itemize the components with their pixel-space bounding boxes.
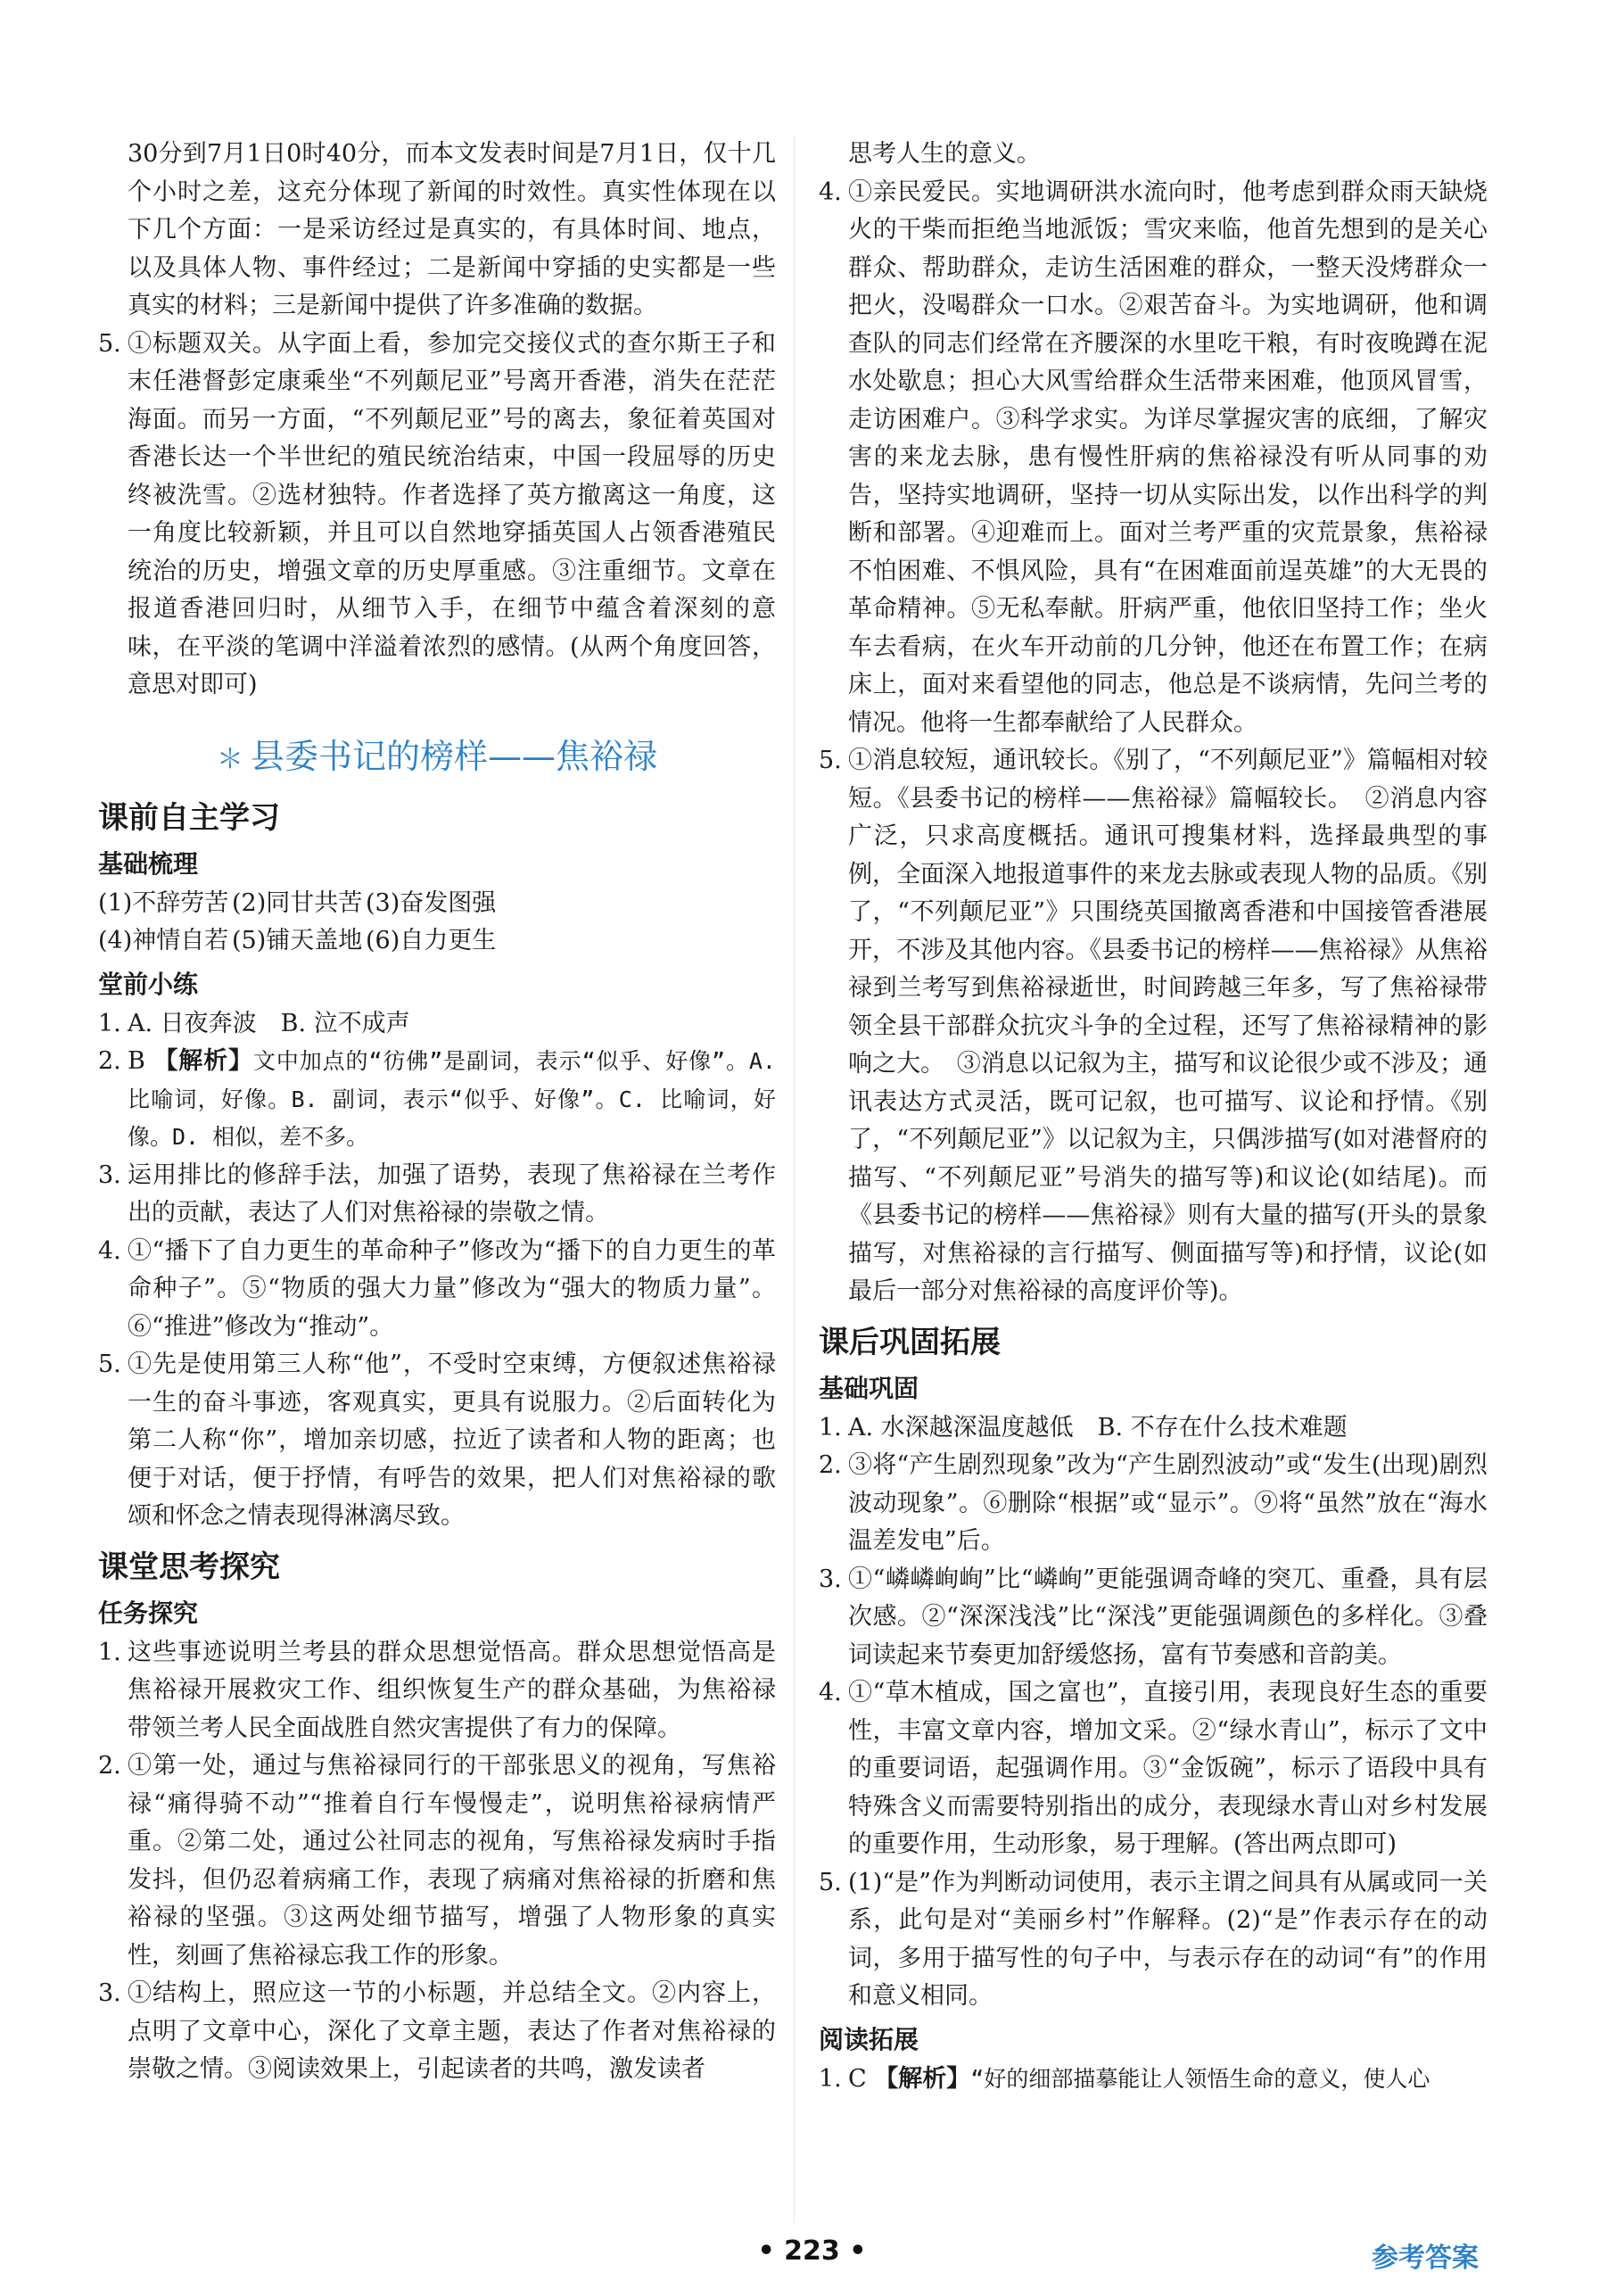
item-text: ①亲民爱民。实地调研洪水流向时，他考虑到群众雨天缺烧火的干柴而拒绝当地派饭；雪灾来临，他首先想到的是关心群众、帮助群众，走访生活困难的群众，一整天没烤群众一把火，没喝群众一口水。②艰苦奋斗。为实地调研，他和调查队的同志们经常在齐腰深的水里吃干粮，有时夜晚蹲在泥水处歇息；担心大风雪给群众生活带来困难，他顶风冒雪，走访困难户。③科学求实。为详尽掌握灾害的底细，了解灾害的来龙去脉，患有慢性肝病的焦裕禄没有听从同事的劝告，坚持实地调研，坚持一切从实际出发，以作出科学的判断和部署。④迎难而上。面对兰考严重的灾荒景象，焦裕禄不怕困难、不惧风险，具有“在困难面前逞英雄”的大无畏的革命精神。⑤无私奉献。肝病严重，他依旧坚持工作；坐火车去看病，在火车开动前的几分钟，他还在布置工作；在病床上，面对来看望他的同志，他总是不谈病情，先问兰考的情况。他将一生都奉献给了人民群众。 bbox=[848, 178, 1488, 737]
consolidation-item-5 bbox=[819, 1864, 1488, 2016]
item-number: 3. bbox=[98, 1979, 121, 2007]
page-number: • 223 • bbox=[757, 2235, 867, 2267]
analysis-text: 文中加点的“彷佛”是副词，表示“似乎、好像”。A. 比喻词，好像。B. 副词，表示“似乎、好像”。C. 比喻词，好像。D. 相似，差不多。 bbox=[128, 1048, 776, 1150]
analysis-tag: 【解析】 bbox=[874, 2064, 971, 2093]
item-number: 4. bbox=[819, 1679, 842, 1706]
reading-item-1 bbox=[819, 2061, 1488, 2099]
title-text: 县委书记的榜样——焦裕禄 bbox=[250, 736, 657, 776]
vocab-item: (2)同甘共苦 bbox=[232, 888, 363, 917]
vocab-item: (1)不辞劳苦 bbox=[98, 888, 229, 917]
vocab-item: (6)自力更生 bbox=[366, 927, 497, 954]
item-text: ①第一处，通过与焦裕禄同行的干部张思义的视角，写焦裕禄“痛得骑不动”“推着自行车慢慢走”，说明焦裕禄病情严重。②第二处，通过公社同志的视角，写焦裕禄发病时手指发抖，但仍忍着病痛工作，表现了病痛对焦裕禄的折磨和焦裕禄的坚强。③这两处细节描写，增强了人物形象的真实性，刻画了焦裕禄忘我工作的形象。 bbox=[128, 1752, 776, 1970]
item-text bbox=[128, 1043, 776, 1157]
item-number: 2. bbox=[98, 1047, 121, 1075]
heading-pre-class: 课前自主学习 bbox=[98, 799, 280, 836]
item-text: ①先是使用第三人称“他”，不受时空束缚，方便叙述焦裕禄一生的奋斗事迹，客观真实，更具有说服力。②后面转化为第二人称“你”，增加亲切感，拉近了读者和人物的距离；也便于对话，便于抒情，有呼告的效果，把人们对焦裕禄的歌颂和怀念之情表现得淋漓尽致。 bbox=[128, 1351, 776, 1530]
task-item-5 bbox=[819, 742, 1488, 1311]
subheading-consolidation: 基础巩固 bbox=[819, 1373, 919, 1403]
item-text: ③将“产生剧烈现象”改为“产生剧烈波动”或“发生(出现)剧烈波动现象”。⑥删除“根据”或“显示”。⑨将“虽然”放在“海水温差发电”后。 bbox=[848, 1451, 1488, 1555]
answer-letter: C bbox=[848, 2064, 867, 2093]
item-text: ①结构上，照应这一节的小标题，并总结全文。②内容上，点明了文章中心，深化了文章主题，表达了作者对焦裕禄的崇敬之情。③阅读效果上，引起读者的共鸣，激发读者 bbox=[128, 1979, 776, 2083]
practice-item-5 bbox=[98, 1346, 776, 1536]
footer-label: 参考答案 bbox=[1372, 2243, 1479, 2274]
subheading-reading: 阅读拓展 bbox=[819, 2024, 919, 2054]
vocab-item: (3)奋发图强 bbox=[366, 888, 497, 917]
practice-item-1 bbox=[98, 1005, 776, 1044]
subheading-practice: 堂前小练 bbox=[98, 969, 199, 999]
item-number: 2. bbox=[98, 1752, 121, 1780]
continuation-text: 思考人生的意义。 bbox=[848, 140, 1041, 168]
item-text: 运用排比的修辞手法，加强了语势，表现了焦裕禄在兰考作出的贡献，表达了人们对焦裕禄的崇敬之情。 bbox=[128, 1161, 776, 1227]
intro-paragraph: 30分到7月1日0时40分，而本文发表时间是7月1日，仅十几个小时之差，这充分体现了新闻的时效性。真实性体现在以下几个方面：一是采访经过是真实的，有具体时间、地点，以及具体人物、事件经过；二是新闻中穿插的史实都是一些真实的材料；三是新闻中提供了许多准确的数据。 bbox=[128, 140, 776, 319]
left-column bbox=[98, 136, 776, 2089]
item-text bbox=[848, 2061, 1488, 2099]
item-text: ①标题双关。从字面上看，参加完交接仪式的查尔斯王子和末任港督彭定康乘坐“不列颠尼亚”号离开香港，消失在茫茫海面。而另一方面，“不列颠尼亚”号的离去，象征着英国对香港长达一个半世纪的殖民统治结束，中国一段屈辱的历史终被洗雪。②选材独特。作者选择了英方撤离这一角度，这一角度比较新颖，并且可以自然地穿插英国人占领香港殖民统治的历史，增强文章的历史厚重感。③注重细节。文章在报道香港回归时，从细节入手，在细节中蕴含着深刻的意味，在平淡的笔调中洋溢着浓烈的感情。(从两个角度回答，意思对即可) bbox=[128, 329, 776, 698]
practice-item-3 bbox=[98, 1157, 776, 1233]
practice-item-4 bbox=[98, 1233, 776, 1347]
item-number: 1. bbox=[98, 1009, 121, 1037]
item-number: 5. bbox=[98, 1351, 121, 1378]
practice-item-2 bbox=[98, 1043, 776, 1157]
item-number: 5. bbox=[819, 1868, 842, 1896]
consolidation-item-2 bbox=[819, 1447, 1488, 1561]
item-number: 5. bbox=[819, 747, 842, 774]
task-item-3 bbox=[98, 1975, 776, 2089]
item-text: ①“草木植成，国之富也”，直接引用，表现良好生态的重要性，丰富文章内容，增加文采。②“绿水青山”，标示了文中的重要词语，起强调作用。③“金饭碗”，标示了语段中具有特殊含义而需要特别指出的成分，表现绿水青山对乡村发展的重要作用，生动形象，易于理解。(答出两点即可) bbox=[848, 1679, 1488, 1858]
heading-after-class: 课后巩固拓展 bbox=[819, 1324, 1001, 1360]
item-number: 1. bbox=[819, 1413, 842, 1442]
item-number: 4. bbox=[98, 1236, 121, 1265]
item-text: 这些事迹说明兰考县的群众思想觉悟高。群众思想觉悟高是焦裕禄开展救灾工作、组织恢复生产的群众基础，为焦裕禄带领兰考人民全面战胜自然灾害提供了有力的保障。 bbox=[128, 1638, 776, 1742]
item-number: 3. bbox=[819, 1565, 842, 1593]
item-text: ①“播下了自力更生的革命种子”修改为“播下的自力更生的革命种子”。⑤“物质的强大力量”修改为“强大的物质力量”。⑥“推进”修改为“推动”。 bbox=[128, 1236, 776, 1341]
analysis-text: “好的细部描摹能让人领悟生命的意义，使人心 bbox=[970, 2065, 1430, 2092]
vocab-item: (4)神情自若 bbox=[98, 927, 229, 954]
heading-in-class: 课堂思考探究 bbox=[98, 1549, 280, 1585]
asterisk-icon: ＊ bbox=[216, 743, 243, 775]
vocab-list bbox=[98, 885, 776, 961]
vocab-item: (5)铺天盖地 bbox=[232, 927, 363, 954]
column-divider bbox=[794, 136, 795, 2223]
consolidation-item-4 bbox=[819, 1674, 1488, 1864]
section-title bbox=[98, 735, 776, 781]
analysis-tag: 【解析】 bbox=[153, 1047, 253, 1075]
right-column bbox=[819, 136, 1488, 2098]
item-number: 3. bbox=[98, 1161, 121, 1189]
item-text: ①消息较短，通讯较长。《别了，“不列颠尼亚”》篇幅相对较短。《县委书记的榜样——焦裕禄》篇幅较长。 ②消息内容广泛，只求高度概括。通讯可搜集材料，选择最典型的事例，全面深入地报道事件的来龙去脉或表现人物的品质。《别了，“不列颠尼亚”》只围绕英国撤离香港和中国接管香港展开，不涉及其他内容。《县委书记的榜样——焦裕禄》从焦裕禄到兰考写到焦裕禄逝世，时间跨越三年多，写了焦裕禄带领全县干部群众抗灾斗争的全过程，还写了焦裕禄精神的影响之大。 ③消息以记叙为主，描写和议论很少或不涉及；通讯表达方式灵活，既可记叙，也可描写、议论和抒情。《别了，“不列颠尼亚”》以记叙为主，只偶涉描写(如对港督府的描写、“不列颠尼亚”号消失的描写等)和议论(如结尾)。而《县委书记的榜样——焦裕禄》则有大量的描写(开头的景象描写，对焦裕禄的言行描写、侧面描写等)和抒情，议论(如最后一部分对焦裕禄的高度评价等)。 bbox=[848, 747, 1488, 1305]
task-item-2 bbox=[98, 1747, 776, 1975]
item-number: 5. bbox=[98, 329, 121, 358]
item-text: A. 日夜奔波 B. 泣不成声 bbox=[128, 1009, 410, 1037]
subheading-task: 任务探究 bbox=[98, 1598, 199, 1628]
item-number: 1. bbox=[819, 2064, 842, 2093]
task-item-4 bbox=[819, 174, 1488, 743]
task-item-1 bbox=[98, 1634, 776, 1748]
item-number: 2. bbox=[819, 1451, 842, 1479]
item-number: 4. bbox=[819, 178, 842, 206]
item-text: A. 水深越深温度越低 B. 不存在什么技术难题 bbox=[848, 1413, 1348, 1442]
item-number: 1. bbox=[98, 1638, 121, 1666]
subheading-basics: 基础梳理 bbox=[98, 848, 199, 879]
item-text: (1)“是”作为判断动词使用，表示主谓之间具有从属或同一关系，此句是对“美丽乡村”作解释。(2)“是”作表示存在的动词，多用于描写性的句子中，与表示存在的动词“有”的作用和意义相同。 bbox=[848, 1868, 1488, 2010]
answer-letter: B bbox=[128, 1047, 145, 1075]
item-text: ①“嶙嶙峋峋”比“嶙峋”更能强调奇峰的突兀、重叠，具有层次感。②“深深浅浅”比“深浅”更能强调颜色的多样化。③叠词读起来节奏更加舒缓悠扬，富有节奏感和音韵美。 bbox=[848, 1565, 1488, 1669]
consolidation-item-1 bbox=[819, 1409, 1488, 1448]
consolidation-item-3 bbox=[819, 1561, 1488, 1675]
answer-item-5 bbox=[98, 326, 776, 705]
